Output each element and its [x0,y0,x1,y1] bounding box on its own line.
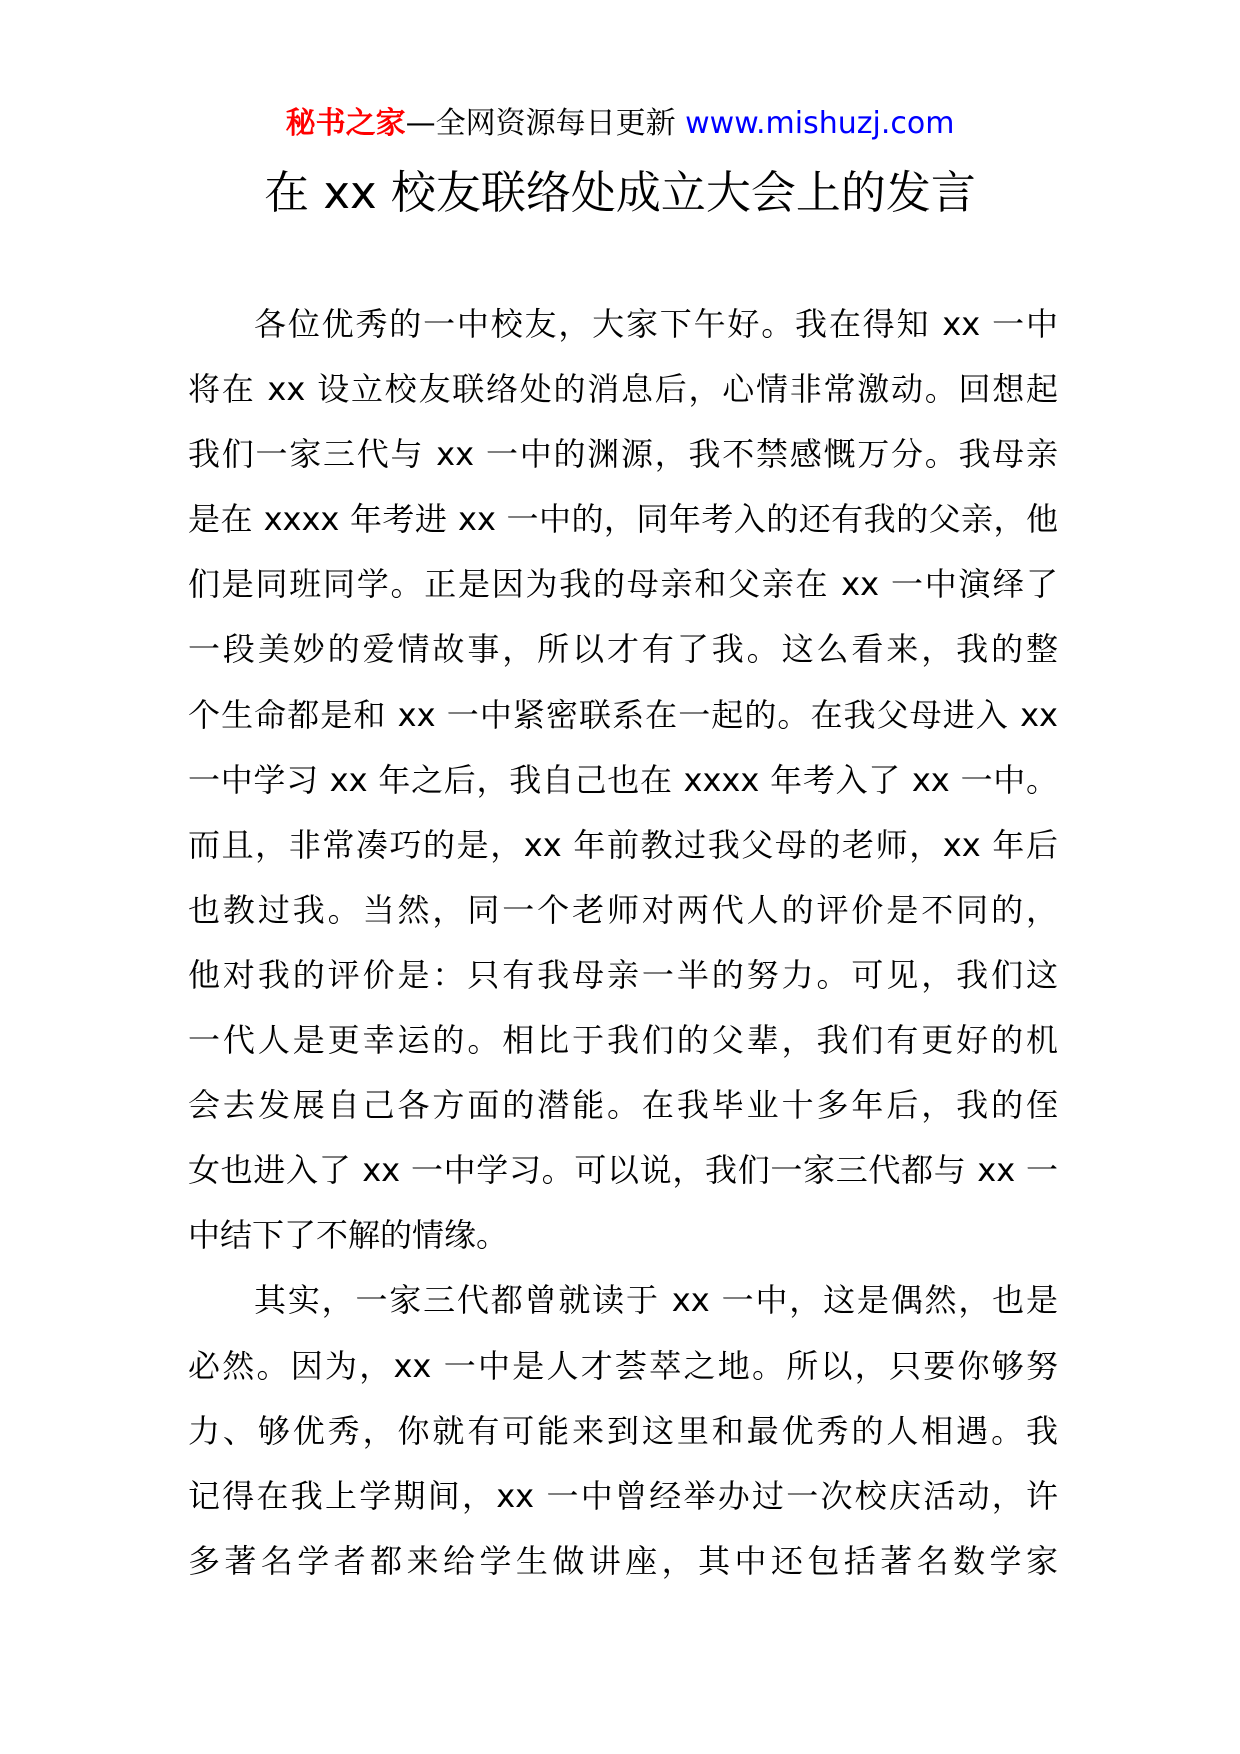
paragraph-1-line-5: 们是同班同学。正是因为我的母亲和父亲在 xx 一中演绎了 [188,565,1058,604]
paragraph-1-line-8: 一中学习 xx 年之后，我自己也在 xxxx 年考入了 xx 一中。 [188,760,1058,799]
paragraph-2-line-2: 必然。因为，xx 一中是人才荟萃之地。所以，只要你够努 [188,1346,1058,1385]
paragraph-1-line-1: 各位优秀的一中校友，大家下午好。我在得知 xx 一中 [254,305,1058,343]
paragraph-1-line-13: 会去发展自己各方面的潜能。在我毕业十多年后，我的侄 [188,1086,1058,1125]
paragraph-1-line-11: 他对我的评价是：只有我母亲一半的努力。可见，我们这 [188,955,1058,994]
site-header [0,102,1240,146]
paragraph-2-line-1: 其实，一家三代都曾就读于 xx 一中，这是偶然，也是 [254,1281,1058,1320]
paragraph-1-line-14: 女也进入了 xx 一中学习。可以说，我们一家三代都与 xx 一 [188,1151,1058,1190]
site-url: www.mishuzj.com [685,106,955,141]
paragraph-2-line-4: 记得在我上学期间，xx 一中曾经举办过一次校庆活动，许 [188,1476,1058,1515]
site-tagline: —全网资源每日更新 [405,106,686,141]
document-title: 在 xx 校友联络处成立大会上的发言 [264,166,976,219]
site-brand: 秘书之家 [285,106,406,141]
paragraph-2-line-3: 力、够优秀，你就有可能来到这里和最优秀的人相遇。我 [188,1411,1058,1450]
paragraph-1-line-12: 一代人是更幸运的。相比于我们的父辈，我们有更好的机 [188,1021,1058,1060]
paragraph-1-line-2: 将在 xx 设立校友联络处的消息后，心情非常激动。回想起 [188,370,1058,409]
paragraph-1-line-3: 我们一家三代与 xx 一中的渊源，我不禁感慨万分。我母亲 [188,435,1058,474]
paragraph-1-line-4: 是在 xxxx 年考进 xx 一中的，同年考入的还有我的父亲，他 [188,500,1058,539]
document-body [188,292,1058,1594]
paragraph-1-line-7: 个生命都是和 xx 一中紧密联系在一起的。在我父母进入 xx [188,695,1058,734]
paragraph-1-line-6: 一段美妙的爱情故事，所以才有了我。这么看来，我的整 [188,630,1058,669]
paragraph-1-line-10: 也教过我。当然，同一个老师对两代人的评价是不同的， [188,890,1058,929]
paragraph-1-line-9: 而且，非常凑巧的是，xx 年前教过我父母的老师，xx 年后 [188,825,1058,864]
paragraph-1-line-15: 中结下了不解的情缘。 [188,1216,509,1255]
paragraph-2-line-5: 多著名学者都来给学生做讲座，其中还包括著名数学家 [188,1541,1058,1580]
